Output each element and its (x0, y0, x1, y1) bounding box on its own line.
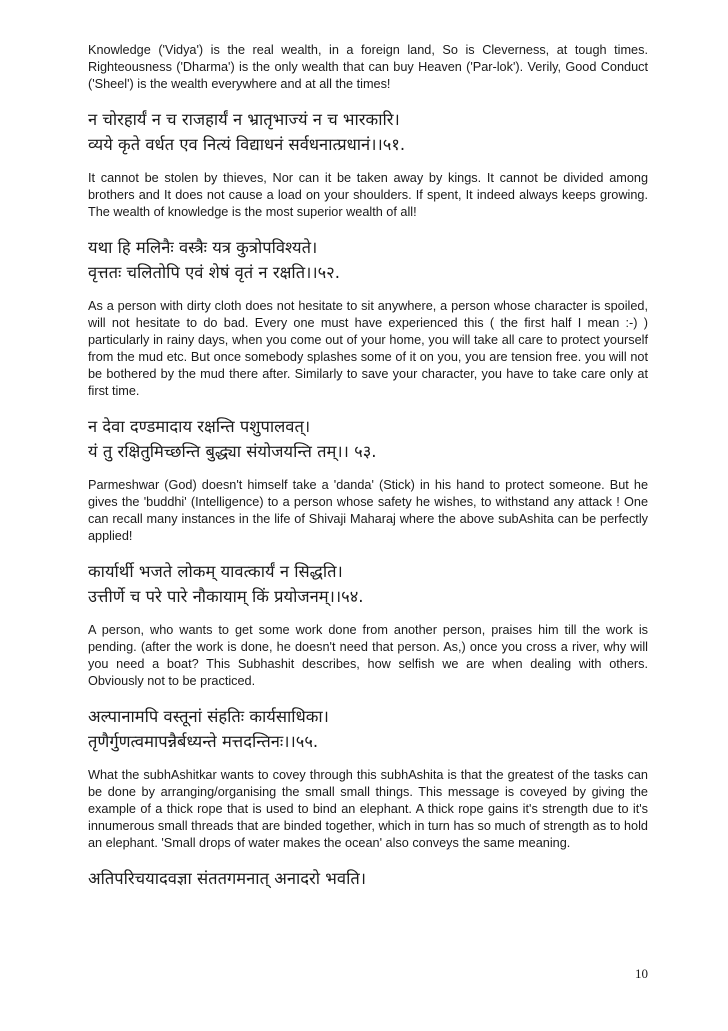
english-paragraph: Parmeshwar (God) doesn't himself take a 'danda' (Stick) in his hand to protect someone. But he gives the 'buddhi' (Intelligence) to a person whose safety he wishes, to withstand any attack ! One can recall many instances in the life of Shivaji Maharaj where the above subAshita can be perfectly applied! (88, 478, 648, 543)
section-intro (88, 42, 648, 93)
subhashita-52 (88, 235, 648, 400)
subhashita-51 (88, 107, 648, 221)
sanskrit-verse-line: व्यये कृते वर्धत एव नित्यं विद्याधनं सर्वधनात्प्रधानं।।५१. (88, 135, 406, 154)
sanskrit-verse-line: वृत्ततः चलितोपि एवं शेषं वृतं न रक्षति।।५२. (88, 263, 341, 282)
sanskrit-verse-line: अल्पानामपि वस्तूनां संहतिः कार्यसाधिका। (88, 707, 329, 726)
page-number: 10 (635, 966, 648, 981)
subhashita-56 (88, 866, 648, 891)
sanskrit-verse-line: उत्तीर्णे च परे पारे नौकायाम् किं प्रयोजनम्।।५४. (88, 587, 364, 606)
subhashita-55 (88, 704, 648, 852)
sanskrit-verse-line: यथा हि मलिनैः वस्त्रैः यत्र कुत्रोपविश्यते। (88, 238, 318, 257)
english-paragraph: It cannot be stolen by thieves, Nor can it be taken away by kings. It cannot be divided among brothers and It does not cause a load on your shoulders. If spent, It indeed always keeps growing. The wealth of knowledge is the most superior wealth of all! (88, 171, 648, 219)
sanskrit-verse-line: तृणैर्गुणत्वमापन्नैर्बध्यन्ते मत्तदन्तिनः।।५५. (88, 732, 319, 751)
subhashita-54 (88, 559, 648, 690)
english-paragraph: A person, who wants to get some work done from another person, praises him till the work is pending. (after the work is done, he doesn't need that person. As,) once you cross a river, why will you need a boat? This Subhashit describes, how selfish we are when dealing with others. Obviously not to be practiced. (88, 623, 648, 688)
sanskrit-verse-line: कार्यार्थी भजते लोकम् यावत्कार्यं न सिद्धति। (88, 562, 343, 581)
sanskrit-verse-line: अतिपरिचयादवज्ञा संततगमनात् अनादरो भवति। (88, 869, 367, 888)
english-paragraph: What the subhAshitkar wants to covey through this subhAshita is that the greatest of the tasks can be done by arranging/organising the small small things. This message is coveyed by giving the example of a thick rope that is used to bind an elephant. A thick rope gains it's strength due to it's innumerous small threads that are binded together, which in turn has so much of strength as to hold an elephant. 'Small drops of water makes the ocean' also conveys the same meaning. (88, 768, 648, 850)
subhashita-53 (88, 414, 648, 545)
english-paragraph: As a person with dirty cloth does not hesitate to sit anywhere, a person whose character is spoiled, will not hesitate to do bad. Every one must have experienced this ( the first half I mean :-) ) particularly in rainy days, when you come out of your home, you will take all care to protect yourself from the mud etc. But once somebody splashes some of it on you, you are tension free. you will not be bothered by the mud there after. Similarly to save your character, you have to take care only at first time. (88, 299, 648, 398)
sanskrit-verse-line: न चोरहार्यं न च राजहार्यं न भ्रातृभाज्यं न च भारकारि। (88, 110, 400, 129)
english-paragraph: Knowledge ('Vidya') is the real wealth, in a foreign land, So is Cleverness, at tough times. Righteousness ('Dharma') is the only wealth that can buy Heaven ('Par-lok'). Verily, Good Conduct ('Sheel') is the wealth everywhere and at all the times! (88, 43, 648, 91)
page-content (88, 42, 648, 891)
sanskrit-verse-line: यं तु रक्षितुमिच्छन्ति बुद्ध्या संयोजयन्ति तम्।। ५३. (88, 442, 377, 461)
sanskrit-verse-line: न देवा दण्डमादाय रक्षन्ति पशुपालवत्। (88, 417, 311, 436)
